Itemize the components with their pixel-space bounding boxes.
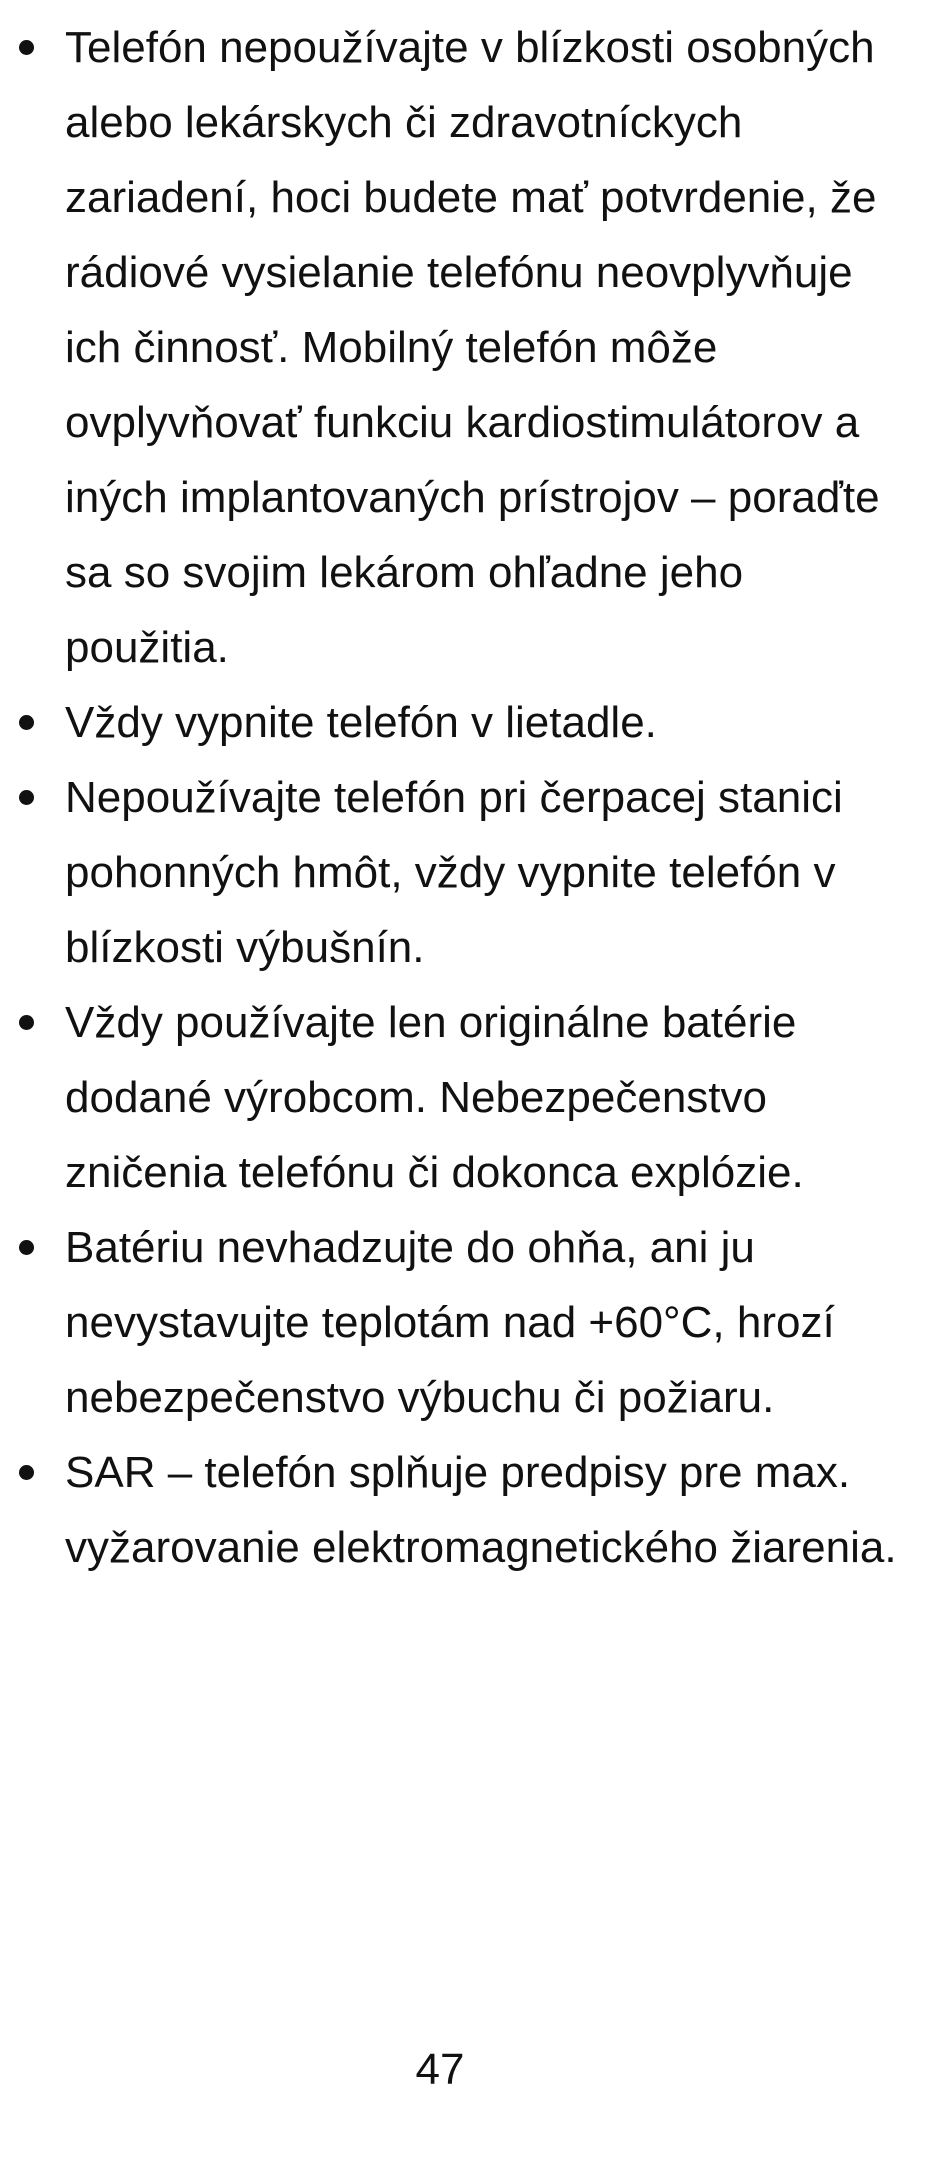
bullet-text: Nepoužívajte telefón pri čerpacej stanici pohonných hmôt, vždy vypnite telefón v blízkosti výbušnín. xyxy=(65,773,843,972)
list-item xyxy=(0,760,950,985)
bullet-text: Batériu nevhadzujte do ohňa, ani ju nevystavujte teplotám nad +60°C, hrozí nebezpečenstvo výbuchu či požiaru. xyxy=(65,1223,835,1422)
list-item xyxy=(0,1435,950,1585)
list-item xyxy=(0,10,950,685)
bullet-text: SAR – telefón splňuje predpisy pre max. vyžarovanie elektromagnetického žiarenia. xyxy=(65,1448,897,1572)
bullet-icon xyxy=(19,715,34,730)
bullet-icon xyxy=(19,790,34,805)
bullet-text: Vždy vypnite telefón v lietadle. xyxy=(65,698,657,747)
bullet-text: Telefón nepoužívajte v blízkosti osobných alebo lekárskych či zdravotníckych zariadení, hoci budete mať potvrdenie, že rádiové vysielanie telefónu neovplyvňuje ich činnosť. Mobilný telefón môže ovplyvňovať funkciu kardiostimulátorov a iných implantovaných prístrojov – poraďte sa so svojim lekárom ohľadne jeho použitia. xyxy=(65,23,880,672)
bullet-icon xyxy=(19,40,34,55)
bullet-text: Vždy používajte len originálne batérie dodané výrobcom. Nebezpečenstvo zničenia telefónu či dokonca explózie. xyxy=(65,998,804,1197)
bullet-icon xyxy=(19,1240,34,1255)
safety-bullet-list xyxy=(0,10,950,1585)
page-number: 47 xyxy=(415,2045,465,2094)
list-item xyxy=(0,1210,950,1435)
bullet-icon xyxy=(19,1465,34,1480)
bullet-icon xyxy=(19,1015,34,1030)
list-item xyxy=(0,985,950,1210)
list-item xyxy=(0,685,950,760)
